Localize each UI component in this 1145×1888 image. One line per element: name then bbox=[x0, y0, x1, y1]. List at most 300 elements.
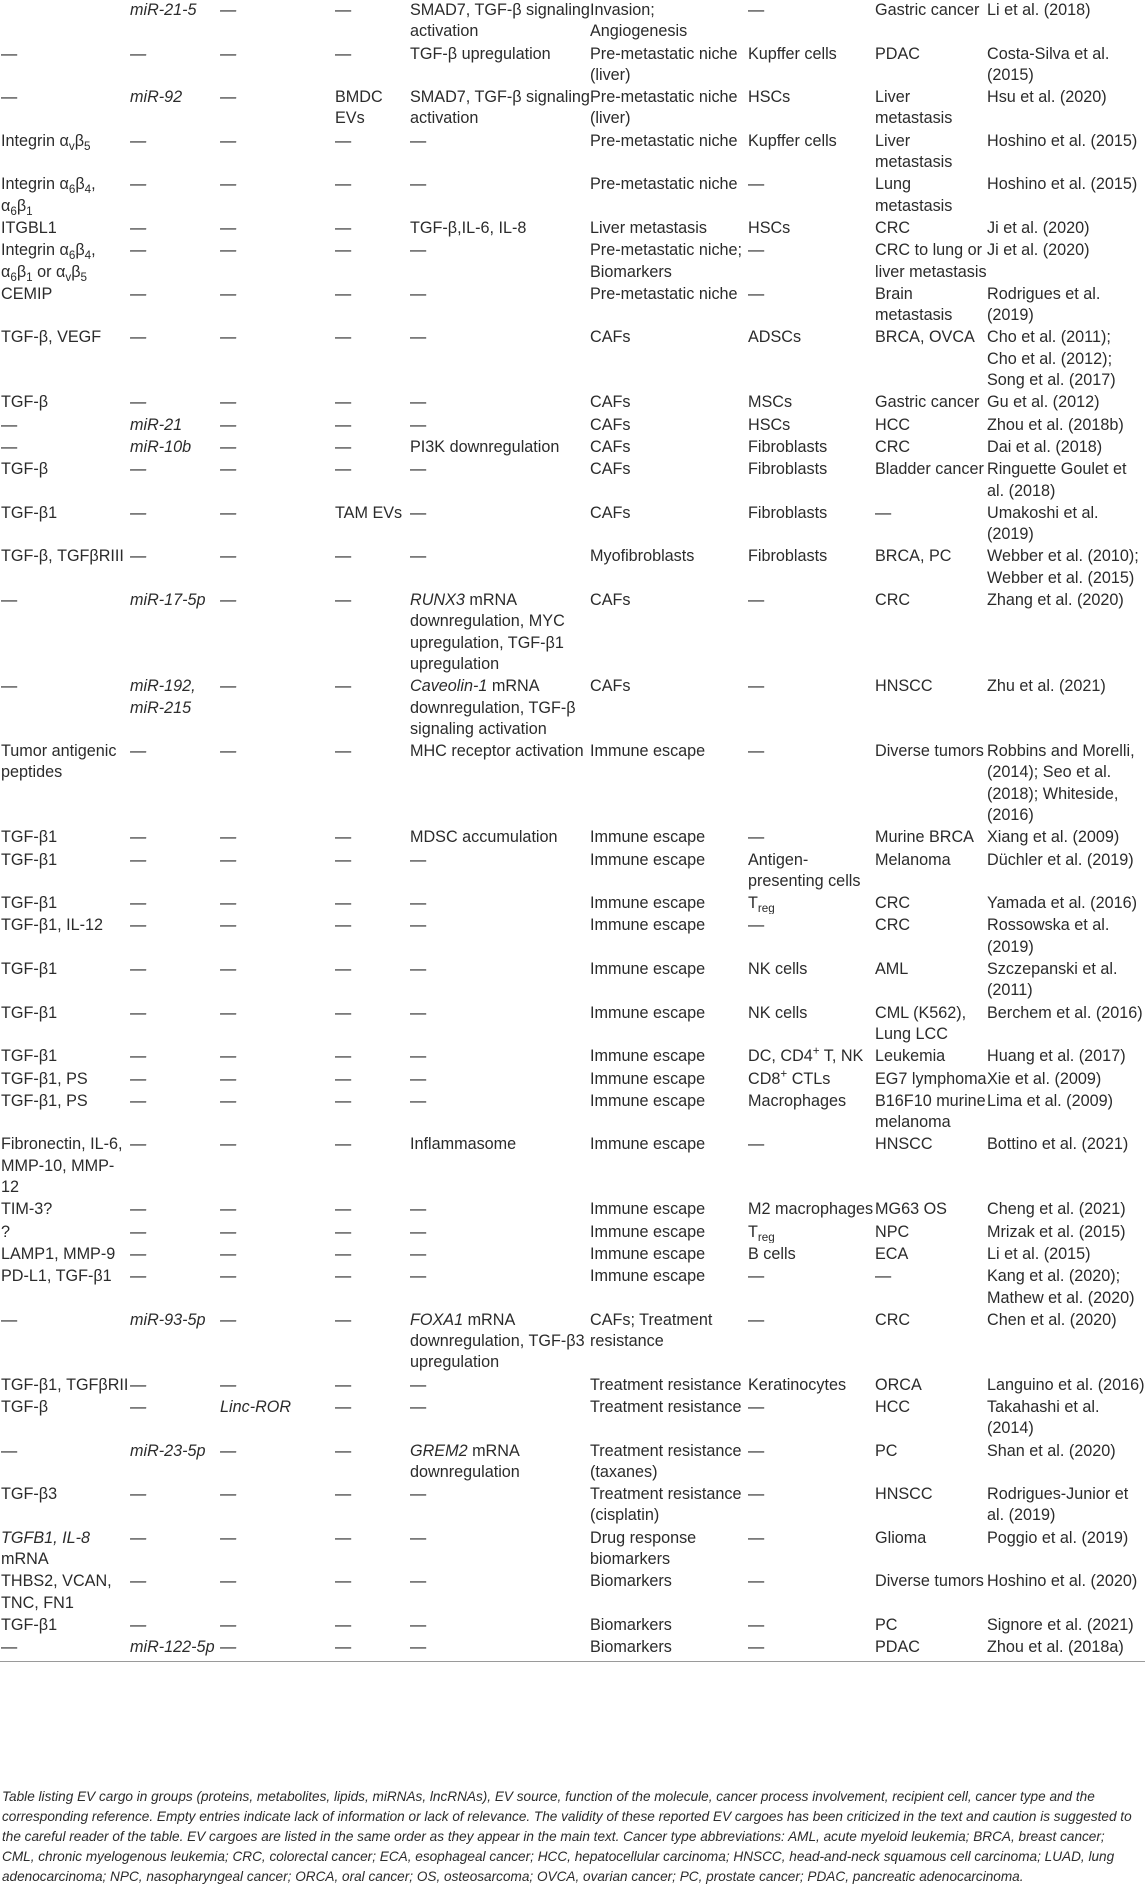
recipient-cell-cell: HSCs bbox=[748, 415, 791, 434]
protein-cargo-cell: — bbox=[1, 88, 18, 107]
cancer-type-cell: Melanoma bbox=[875, 850, 951, 869]
recipient-cell-cell: — bbox=[748, 1, 765, 19]
mechanism-cell: — bbox=[410, 1615, 427, 1634]
function-cell: Immune escape bbox=[590, 1135, 706, 1154]
mechanism-cell: RUNX3 mRNA downregulation, MYC upregulation, TGF-β1 upregulation bbox=[410, 591, 565, 673]
protein-cargo-cell: ITGBL1 bbox=[1, 218, 57, 237]
mirna-cargo-cell: — bbox=[130, 460, 147, 479]
recipient-cell-cell: Fibroblasts bbox=[748, 460, 828, 479]
ev-source-cell: BMDC EVs bbox=[335, 88, 383, 128]
reference-cell: Rodrigues-Junior et al. (2019) bbox=[987, 1485, 1129, 1525]
function-cell: Immune escape bbox=[590, 1244, 706, 1263]
cancer-type-cell: CRC bbox=[875, 218, 911, 237]
recipient-cell-cell: ADSCs bbox=[748, 328, 802, 347]
protein-cargo-cell: TGF-β1 bbox=[1, 894, 58, 913]
reference-cell: Ji et al. (2020) bbox=[987, 241, 1090, 260]
lncrna-cargo-cell: — bbox=[220, 960, 237, 979]
reference-cell: Zhou et al. (2018b) bbox=[987, 415, 1124, 434]
protein-cargo-cell: — bbox=[1, 437, 18, 456]
protein-cargo-cell: TGF-β1 bbox=[1, 850, 58, 869]
table-row bbox=[0, 826, 1145, 848]
protein-cargo-cell: — bbox=[1, 1310, 18, 1329]
lncrna-cargo-cell: — bbox=[220, 1636, 335, 1661]
mirna-cargo-cell: — bbox=[130, 828, 147, 847]
ev-source-cell: — bbox=[335, 1244, 352, 1263]
protein-cargo-cell: TGF-β3 bbox=[1, 1485, 58, 1504]
function-cell: CAFs; Treatment resistance bbox=[590, 1310, 713, 1351]
lncrna-cargo-cell: — bbox=[220, 547, 237, 566]
reference-cell: Xiang et al. (2009) bbox=[987, 828, 1120, 847]
lncrna-cargo-cell: — bbox=[220, 415, 237, 434]
function-cell: Treatment resistance (taxanes) bbox=[590, 1441, 742, 1481]
protein-cargo-cell: — bbox=[1, 677, 18, 696]
protein-cargo-cell: LAMP1, MMP-9 bbox=[1, 1244, 116, 1263]
protein-cargo-cell: Tumor antigenic peptides bbox=[1, 742, 117, 782]
cancer-type-cell: Brain metastasis bbox=[875, 284, 953, 325]
reference-cell: Bottino et al. (2021) bbox=[987, 1135, 1129, 1154]
ev-source-cell: — bbox=[335, 1267, 352, 1286]
ev-source-cell: — bbox=[335, 1310, 352, 1329]
protein-cargo-cell: Integrin $\alpha_6\beta_4$, $\alpha_6\beta_1$ or $\alpha_v\beta_5$ bbox=[1, 241, 96, 283]
cancer-type-cell: AML bbox=[875, 960, 909, 979]
cancer-type-cell: Diverse tumors bbox=[875, 742, 984, 761]
mechanism-cell: SMAD7, TGF-β signaling activation bbox=[410, 88, 590, 128]
recipient-cell-cell: B cells bbox=[748, 1244, 796, 1263]
mirna-cargo-cell: miR-122-5p bbox=[130, 1636, 220, 1661]
reference-cell: Poggio et al. (2019) bbox=[987, 1528, 1129, 1547]
recipient-cell-cell: — bbox=[748, 175, 765, 194]
lncrna-cargo-cell: — bbox=[220, 1615, 237, 1634]
table-row bbox=[0, 1527, 1145, 1571]
reference-cell: Costa-Silva et al. (2015) bbox=[987, 44, 1110, 84]
recipient-cell-cell: Antigen-presenting cells bbox=[748, 850, 861, 890]
protein-cargo-cell: TGFB1, IL-8 mRNA bbox=[1, 1528, 91, 1569]
protein-cargo-cell: — bbox=[1, 1441, 18, 1460]
table-row bbox=[0, 1133, 1145, 1198]
lncrna-cargo-cell: — bbox=[220, 1135, 237, 1154]
reference-cell: Cho et al. (2011); Cho et al. (2012); Song et al. (2017) bbox=[987, 328, 1116, 390]
reference-cell: Zhu et al. (2021) bbox=[987, 677, 1106, 696]
reference-cell: Rodrigues et al. (2019) bbox=[987, 284, 1101, 325]
table-row bbox=[0, 1614, 1145, 1636]
function-cell: Immune escape bbox=[590, 742, 706, 761]
recipient-cell-cell: DC, CD4+ T, NK bbox=[748, 1045, 864, 1066]
mechanism-cell: — bbox=[410, 393, 427, 412]
mirna-cargo-cell: miR-17-5p bbox=[130, 591, 206, 610]
table-row bbox=[0, 1374, 1145, 1396]
mirna-cargo-cell: — bbox=[130, 1572, 147, 1591]
lncrna-cargo-cell: — bbox=[220, 1572, 237, 1591]
reference-cell: Shan et al. (2020) bbox=[987, 1441, 1116, 1460]
protein-cargo-cell: TGF-β1, PS bbox=[1, 1091, 88, 1110]
table-row bbox=[0, 43, 1145, 87]
recipient-cell-cell: — bbox=[748, 284, 765, 303]
table-row bbox=[0, 1243, 1145, 1265]
lncrna-cargo-cell: — bbox=[220, 218, 237, 237]
reference-cell: Szczepanski et al. (2011) bbox=[987, 960, 1118, 1000]
table-row bbox=[0, 914, 1145, 958]
protein-cargo-cell: Integrin $\alpha_6\beta_4$, $\alpha_6\beta_1$ bbox=[1, 175, 96, 217]
table-row bbox=[0, 1636, 1145, 1661]
cancer-type-cell: Bladder cancer bbox=[875, 460, 984, 479]
ev-source-cell: — bbox=[335, 850, 352, 869]
mechanism-cell: — bbox=[410, 284, 427, 303]
mirna-cargo-cell: — bbox=[130, 1069, 147, 1088]
mechanism-cell: — bbox=[410, 1572, 427, 1591]
mechanism-cell: — bbox=[410, 131, 427, 150]
mirna-cargo-cell: miR-92 bbox=[130, 88, 183, 107]
cancer-type-cell: HNSCC bbox=[875, 1485, 933, 1504]
ev-source-cell: — bbox=[335, 960, 352, 979]
cancer-type-cell: Gastric cancer bbox=[875, 393, 980, 412]
recipient-cell-cell: Fibroblasts bbox=[748, 503, 828, 522]
ev-source-cell: — bbox=[335, 1636, 410, 1661]
lncrna-cargo-cell: — bbox=[220, 1267, 237, 1286]
ev-source-cell: — bbox=[335, 218, 352, 237]
recipient-cell-cell: $T_{reg}$ bbox=[748, 894, 775, 915]
cancer-type-cell: Diverse tumors bbox=[875, 1572, 984, 1591]
mechanism-cell: — bbox=[410, 1244, 427, 1263]
lncrna-cargo-cell: — bbox=[220, 1091, 237, 1110]
mirna-cargo-cell: — bbox=[130, 1398, 147, 1416]
recipient-cell-cell: HSCs bbox=[748, 218, 791, 237]
mechanism-cell: — bbox=[410, 1003, 427, 1022]
recipient-cell-cell: — bbox=[748, 1135, 765, 1154]
mirna-cargo-cell: — bbox=[130, 393, 147, 412]
ev-source-cell: — bbox=[335, 916, 352, 935]
mirna-cargo-cell: — bbox=[130, 1615, 147, 1634]
cancer-type-cell: HCC bbox=[875, 415, 911, 434]
function-cell: Pre-metastatic niche (liver) bbox=[590, 88, 738, 128]
lncrna-cargo-cell: Linc-ROR bbox=[220, 1398, 292, 1416]
ev-source-cell: — bbox=[335, 44, 352, 63]
mirna-cargo-cell: — bbox=[130, 1267, 147, 1286]
table-row bbox=[0, 892, 1145, 914]
mirna-cargo-cell: — bbox=[130, 894, 147, 913]
ev-source-cell: — bbox=[335, 1615, 352, 1634]
mechanism-cell: SMAD7, TGF-β signaling activation bbox=[410, 1, 590, 41]
mirna-cargo-cell: — bbox=[130, 850, 147, 869]
protein-cargo-cell: TGF-β1 bbox=[1, 960, 58, 979]
lncrna-cargo-cell: — bbox=[220, 894, 237, 913]
reference-cell: Kang et al. (2020); Mathew et al. (2020) bbox=[987, 1267, 1135, 1307]
lncrna-cargo-cell: — bbox=[220, 828, 237, 847]
protein-cargo-cell: THBS2, VCAN, TNC, FN1 bbox=[1, 1572, 112, 1612]
function-cell: Invasion; Angiogenesis bbox=[590, 1, 688, 41]
recipient-cell-cell: M2 macrophages bbox=[748, 1200, 874, 1219]
ev-source-cell: — bbox=[335, 1135, 352, 1154]
ev-source-cell: — bbox=[335, 1003, 352, 1022]
recipient-cell-cell: Macrophages bbox=[748, 1091, 847, 1110]
lncrna-cargo-cell: — bbox=[220, 1244, 237, 1263]
cancer-type-cell: Lung metastasis bbox=[875, 175, 953, 215]
lncrna-cargo-cell: — bbox=[220, 460, 237, 479]
lncrna-cargo-cell: — bbox=[220, 742, 237, 761]
recipient-cell-cell: — bbox=[748, 742, 765, 761]
lncrna-cargo-cell: — bbox=[220, 1310, 237, 1329]
cancer-type-cell: HNSCC bbox=[875, 677, 933, 696]
cancer-type-cell: HCC bbox=[875, 1398, 911, 1416]
reference-cell: Ji et al. (2020) bbox=[987, 218, 1090, 237]
ev-source-cell: — bbox=[335, 894, 352, 913]
protein-cargo-cell: TGF-β, TGFβRIII bbox=[1, 547, 124, 566]
mirna-cargo-cell: — bbox=[130, 1244, 147, 1263]
reference-cell: Zhou et al. (2018a) bbox=[987, 1636, 1145, 1661]
ev-source-cell: — bbox=[335, 284, 352, 303]
lncrna-cargo-cell: — bbox=[220, 1375, 237, 1394]
function-cell: CAFs bbox=[590, 460, 631, 479]
lncrna-cargo-cell: — bbox=[220, 850, 237, 869]
mirna-cargo-cell: miR-10b bbox=[130, 437, 192, 456]
mechanism-cell: — bbox=[410, 894, 427, 913]
reference-cell: Li et al. (2015) bbox=[987, 1244, 1091, 1263]
protein-cargo-cell: TGF-β1 bbox=[1, 503, 58, 522]
function-cell: Immune escape bbox=[590, 1222, 706, 1241]
lncrna-cargo-cell: — bbox=[220, 1047, 237, 1066]
mechanism-cell: — bbox=[410, 1528, 427, 1547]
function-cell: Immune escape bbox=[590, 1267, 706, 1286]
protein-cargo-cell: TGF-β1 bbox=[1, 1003, 58, 1022]
table-row bbox=[0, 130, 1145, 174]
reference-cell: Chen et al. (2020) bbox=[987, 1310, 1117, 1329]
function-cell: CAFs bbox=[590, 328, 631, 347]
reference-cell: Ringuette Goulet et al. (2018) bbox=[987, 460, 1127, 500]
recipient-cell-cell: CD8+ CTLs bbox=[748, 1067, 831, 1088]
protein-cargo-cell: — bbox=[1, 44, 18, 63]
mirna-cargo-cell: — bbox=[130, 742, 147, 761]
cancer-type-cell: CRC bbox=[875, 1310, 911, 1329]
table-row bbox=[0, 1570, 1145, 1614]
table-row bbox=[0, 675, 1145, 740]
cancer-type-cell: CRC bbox=[875, 916, 911, 935]
mechanism-cell: — bbox=[410, 1091, 427, 1110]
cancer-type-cell: Murine BRCA bbox=[875, 828, 974, 847]
table-row bbox=[0, 239, 1145, 283]
reference-cell: Li et al. (2018) bbox=[987, 1, 1091, 19]
lncrna-cargo-cell: — bbox=[220, 1441, 237, 1460]
function-cell: Drug response biomarkers bbox=[590, 1528, 697, 1569]
reference-cell: Düchler et al. (2019) bbox=[987, 850, 1134, 869]
cancer-type-cell: Liver metastasis bbox=[875, 131, 953, 172]
table-row bbox=[0, 1309, 1145, 1374]
reference-cell: Takahashi et al. (2014) bbox=[987, 1398, 1100, 1438]
function-cell: Treatment resistance bbox=[590, 1398, 742, 1416]
protein-cargo-cell: TGF-β bbox=[1, 393, 49, 412]
mirna-cargo-cell: — bbox=[130, 1528, 147, 1547]
protein-cargo-cell: PD-L1, TGF-β1 bbox=[1, 1267, 112, 1286]
ev-source-cell: — bbox=[335, 1572, 352, 1591]
ev-source-cell: — bbox=[335, 1, 352, 19]
table-row bbox=[0, 1045, 1145, 1067]
ev-source-cell: — bbox=[335, 1375, 352, 1394]
lncrna-cargo-cell: — bbox=[220, 284, 237, 303]
lncrna-cargo-cell: — bbox=[220, 131, 237, 150]
mechanism-cell: — bbox=[410, 1636, 590, 1661]
ev-source-cell: — bbox=[335, 328, 352, 347]
function-cell: Immune escape bbox=[590, 1003, 706, 1022]
reference-cell: Rossowska et al. (2019) bbox=[987, 916, 1110, 956]
mechanism-cell: — bbox=[410, 460, 427, 479]
protein-cargo-cell: — bbox=[1, 415, 18, 434]
function-cell: Treatment resistance bbox=[590, 1375, 742, 1394]
ev-source-cell: — bbox=[335, 1222, 352, 1241]
reference-cell: Lima et al. (2009) bbox=[987, 1091, 1113, 1110]
cancer-type-cell: PDAC bbox=[875, 1636, 987, 1661]
reference-cell: Hoshino et al. (2020) bbox=[987, 1572, 1138, 1591]
table-row bbox=[0, 958, 1145, 1002]
protein-cargo-cell: TGF-β1 bbox=[1, 1615, 58, 1634]
mirna-cargo-cell: miR-23-5p bbox=[130, 1441, 206, 1460]
lncrna-cargo-cell: — bbox=[220, 1, 237, 19]
mirna-cargo-cell: — bbox=[130, 175, 147, 194]
table-row bbox=[0, 1090, 1145, 1134]
reference-cell: Yamada et al. (2016) bbox=[987, 894, 1137, 913]
protein-cargo-cell: — bbox=[0, 1636, 130, 1661]
function-cell: Immune escape bbox=[590, 1091, 706, 1110]
cancer-type-cell: Liver metastasis bbox=[875, 88, 953, 128]
lncrna-cargo-cell: — bbox=[220, 328, 237, 347]
mechanism-cell: — bbox=[410, 1398, 427, 1416]
table-row bbox=[0, 391, 1145, 413]
mirna-cargo-cell: — bbox=[130, 960, 147, 979]
recipient-cell-cell: NK cells bbox=[748, 1003, 808, 1022]
mirna-cargo-cell: — bbox=[130, 328, 147, 347]
mirna-cargo-cell: — bbox=[130, 284, 147, 303]
cancer-type-cell: PC bbox=[875, 1615, 898, 1634]
ev-source-cell: — bbox=[335, 415, 352, 434]
ev-source-cell: — bbox=[335, 1485, 352, 1504]
mechanism-cell: Caveolin-1 mRNA downregulation, TGF-β signaling activation bbox=[410, 677, 576, 738]
ev-source-cell: — bbox=[335, 547, 352, 566]
recipient-cell-cell: — bbox=[748, 1572, 765, 1591]
mechanism-cell: — bbox=[410, 850, 427, 869]
reference-cell: Hoshino et al. (2015) bbox=[987, 131, 1138, 150]
lncrna-cargo-cell: — bbox=[220, 44, 237, 63]
cancer-type-cell: Leukemia bbox=[875, 1047, 946, 1066]
function-cell: Immune escape bbox=[590, 828, 706, 847]
cancer-type-cell: NPC bbox=[875, 1222, 910, 1241]
mirna-cargo-cell: miR-21 bbox=[130, 415, 183, 434]
cancer-type-cell: BRCA, PC bbox=[875, 547, 952, 566]
ev-source-cell: — bbox=[335, 591, 352, 610]
lncrna-cargo-cell: — bbox=[220, 393, 237, 412]
recipient-cell-cell: — bbox=[748, 916, 765, 935]
mirna-cargo-cell: — bbox=[130, 1003, 147, 1022]
mechanism-cell: — bbox=[410, 1200, 427, 1219]
protein-cargo-cell: TGF-β bbox=[1, 460, 49, 479]
protein-cargo-cell: TGF-β bbox=[1, 1398, 49, 1416]
ev-source-cell: — bbox=[335, 1069, 352, 1088]
mirna-cargo-cell: miR-21-5 bbox=[130, 1, 197, 19]
mirna-cargo-cell: — bbox=[130, 916, 147, 935]
cancer-type-cell: — bbox=[875, 503, 892, 522]
mechanism-cell: — bbox=[410, 175, 427, 194]
recipient-cell-cell: Fibroblasts bbox=[748, 437, 828, 456]
recipient-cell-cell: — bbox=[748, 1398, 765, 1416]
recipient-cell-cell: — bbox=[748, 828, 765, 847]
reference-cell: Mrizak et al. (2015) bbox=[987, 1222, 1126, 1241]
table-row bbox=[0, 849, 1145, 893]
function-cell: Immune escape bbox=[590, 850, 706, 869]
mirna-cargo-cell: — bbox=[130, 503, 147, 522]
function-cell: Pre-metastatic niche bbox=[590, 131, 738, 150]
lncrna-cargo-cell: — bbox=[220, 1528, 237, 1547]
mechanism-cell: — bbox=[410, 960, 427, 979]
cancer-type-cell: HNSCC bbox=[875, 1135, 933, 1154]
cancer-type-cell: ORCA bbox=[875, 1375, 922, 1394]
function-cell: Pre-metastatic niche bbox=[590, 284, 738, 303]
lncrna-cargo-cell: — bbox=[220, 1485, 237, 1504]
mirna-cargo-cell: — bbox=[130, 1200, 147, 1219]
protein-cargo-cell: TGF-β, VEGF bbox=[1, 328, 102, 347]
table-row bbox=[0, 217, 1145, 239]
table-row bbox=[0, 1002, 1145, 1046]
recipient-cell-cell: — bbox=[748, 677, 765, 696]
mechanism-cell: — bbox=[410, 1267, 427, 1286]
table-row bbox=[0, 589, 1145, 675]
mirna-cargo-cell: miR-192, miR-215 bbox=[130, 677, 196, 717]
lncrna-cargo-cell: — bbox=[220, 1222, 237, 1241]
table-row bbox=[0, 173, 1145, 217]
ev-source-cell: — bbox=[335, 175, 352, 194]
cancer-type-cell: PDAC bbox=[875, 44, 920, 63]
function-cell: Liver metastasis bbox=[590, 218, 707, 237]
ev-source-cell: — bbox=[335, 131, 352, 150]
reference-cell: Berchem et al. (2016) bbox=[987, 1003, 1143, 1022]
recipient-cell-cell: — bbox=[748, 1615, 765, 1634]
reference-cell: Languino et al. (2016) bbox=[987, 1375, 1145, 1394]
table-row bbox=[0, 283, 1145, 327]
cancer-type-cell: — bbox=[875, 1267, 892, 1286]
mechanism-cell: — bbox=[410, 503, 427, 522]
recipient-cell-cell: — bbox=[748, 1485, 765, 1504]
table-row bbox=[0, 458, 1145, 502]
mechanism-cell: GREM2 mRNA downregulation bbox=[410, 1441, 520, 1481]
protein-cargo-cell bbox=[0, 0, 130, 43]
recipient-cell-cell: — bbox=[748, 1441, 765, 1460]
mechanism-cell: FOXA1 mRNA downregulation, TGF-β3 upregulation bbox=[410, 1310, 585, 1372]
function-cell: Immune escape bbox=[590, 960, 706, 979]
mirna-cargo-cell: — bbox=[130, 44, 147, 63]
lncrna-cargo-cell: — bbox=[220, 916, 237, 935]
table-row bbox=[0, 1221, 1145, 1243]
function-cell: Pre-metastatic niche (liver) bbox=[590, 44, 738, 84]
function-cell: Immune escape bbox=[590, 1047, 706, 1066]
function-cell: Immune escape bbox=[590, 916, 706, 935]
cancer-type-cell: PC bbox=[875, 1441, 898, 1460]
protein-cargo-cell: TGF-β1, IL-12 bbox=[1, 916, 103, 935]
mirna-cargo-cell: — bbox=[130, 1091, 147, 1110]
table-row bbox=[0, 1265, 1145, 1309]
mechanism-cell: Inflammasome bbox=[410, 1135, 517, 1154]
mechanism-cell: — bbox=[410, 1047, 427, 1066]
mirna-cargo-cell: — bbox=[130, 1135, 147, 1154]
mechanism-cell: — bbox=[410, 1485, 427, 1504]
ev-source-cell: — bbox=[335, 393, 352, 412]
recipient-cell-cell: — bbox=[748, 1267, 765, 1286]
mechanism-cell: MDSC accumulation bbox=[410, 828, 558, 847]
table-row bbox=[0, 0, 1145, 43]
recipient-cell-cell: — bbox=[748, 1310, 765, 1329]
function-cell: CAFs bbox=[590, 677, 631, 696]
protein-cargo-cell: ? bbox=[1, 1222, 11, 1241]
cancer-type-cell: ECA bbox=[875, 1244, 909, 1263]
protein-cargo-cell: Integrin $\alpha_v\beta_5$ bbox=[1, 131, 91, 154]
recipient-cell-cell: Kupffer cells bbox=[748, 131, 837, 150]
lncrna-cargo-cell: — bbox=[220, 503, 237, 522]
function-cell: CAFs bbox=[590, 437, 631, 456]
mechanism-cell: — bbox=[410, 1222, 427, 1241]
